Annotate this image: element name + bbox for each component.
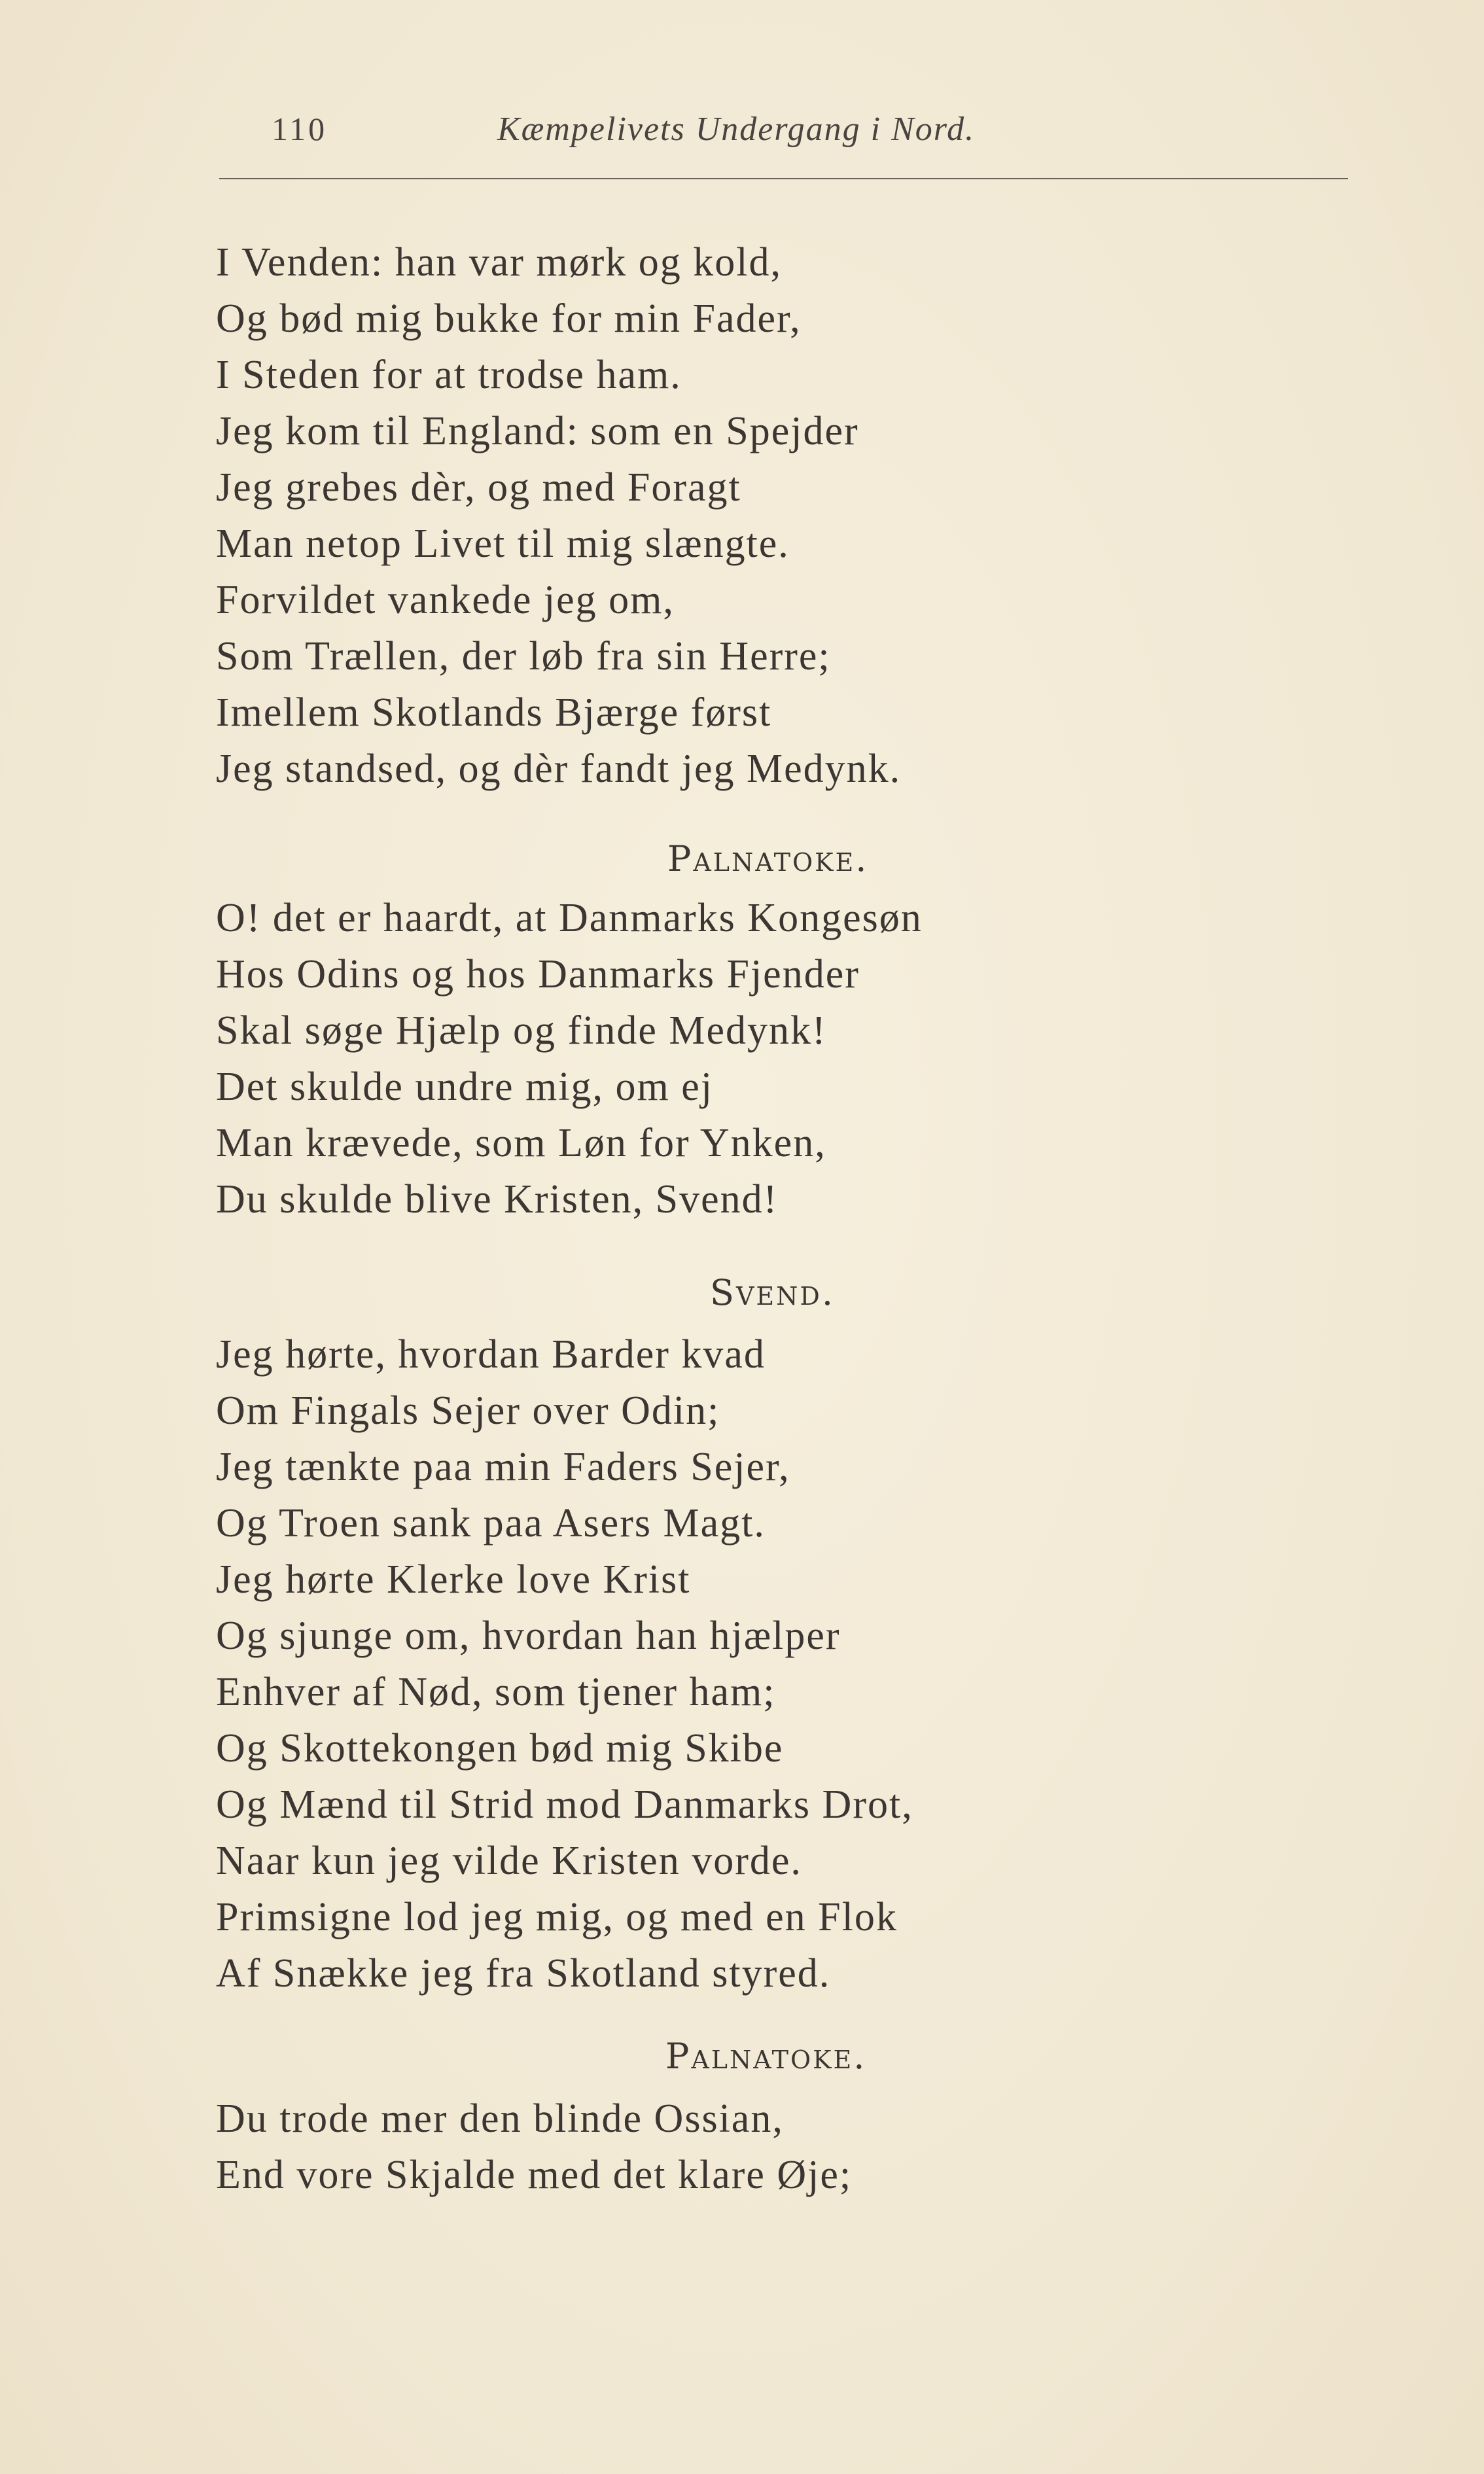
speaker-heading: Svend. xyxy=(710,1272,836,1313)
stanza-1 xyxy=(216,234,1407,797)
verse-line: Hos Odins og hos Danmarks Fjender xyxy=(216,952,860,997)
verse-line: Man krævede, som Løn for Ynken, xyxy=(216,1121,826,1165)
speaker-heading: Palnatoke. xyxy=(667,838,869,879)
verse-line: I Steden for at trodse ham. xyxy=(216,353,682,397)
verse-line: Naar kun jeg vilde Kristen vorde. xyxy=(216,1839,802,1883)
page-number: 110 xyxy=(272,111,328,147)
verse-line: Af Snække jeg fra Skotland styred. xyxy=(216,1951,831,1996)
verse-line: Jeg tænkte paa min Faders Sejer, xyxy=(216,1445,790,1489)
verse-line: O! det er haardt, at Danmarks Kongesøn xyxy=(216,896,923,940)
stanza-4 xyxy=(216,2091,1407,2203)
verse-line: Og Troen sank paa Asers Magt. xyxy=(216,1501,766,1546)
speaker-heading: Palnatoke. xyxy=(665,2036,867,2077)
header-rule xyxy=(219,178,1348,179)
verse-line: Jeg hørte Klerke love Krist xyxy=(216,1557,691,1602)
verse-line: Enhver af Nød, som tjener ham; xyxy=(216,1670,776,1714)
verse-line: Det skulde undre mig, om ej xyxy=(216,1065,713,1109)
verse-line: Imellem Skotlands Bjærge først xyxy=(216,690,772,735)
verse-line: Og Mænd til Strid mod Danmarks Drot, xyxy=(216,1782,913,1827)
verse-line: Man netop Livet til mig slængte. xyxy=(216,521,790,566)
verse-line: Jeg kom til England: som en Spejder xyxy=(216,409,859,453)
verse-line: Primsigne lod jeg mig, og med en Flok xyxy=(216,1895,898,1939)
verse-line: Du trode mer den blinde Ossian, xyxy=(216,2096,784,2141)
verse-line: Som Trællen, der løb fra sin Herre; xyxy=(216,634,831,679)
stanza-2 xyxy=(216,890,1407,1228)
verse-line: Skal søge Hjælp og finde Medynk! xyxy=(216,1008,827,1053)
verse-line: Jeg standsed, og dèr fandt jeg Medynk. xyxy=(216,747,902,791)
verse-line: Jeg grebes dèr, og med Foragt xyxy=(216,465,741,510)
verse-line: Og bød mig bukke for min Fader, xyxy=(216,296,802,341)
verse-line: Du skulde blive Kristen, Svend! xyxy=(216,1177,779,1222)
verse-line: Forvildet vankede jeg om, xyxy=(216,578,675,622)
running-title: Kæmpelivets Undergang i Nord. xyxy=(497,111,976,148)
verse-line: End vore Skjalde med det klare Øje; xyxy=(216,2153,853,2197)
running-head xyxy=(219,110,1345,162)
verse-line: Jeg hørte, hvordan Barder kvad xyxy=(216,1332,766,1377)
verse-line: I Venden: han var mørk og kold, xyxy=(216,240,782,285)
verse-line: Om Fingals Sejer over Odin; xyxy=(216,1388,720,1433)
verse-line: Og sjunge om, hvordan han hjælper xyxy=(216,1614,841,1658)
verse-line: Og Skottekongen bød mig Skibe xyxy=(216,1726,784,1771)
stanza-3 xyxy=(216,1326,1407,2002)
